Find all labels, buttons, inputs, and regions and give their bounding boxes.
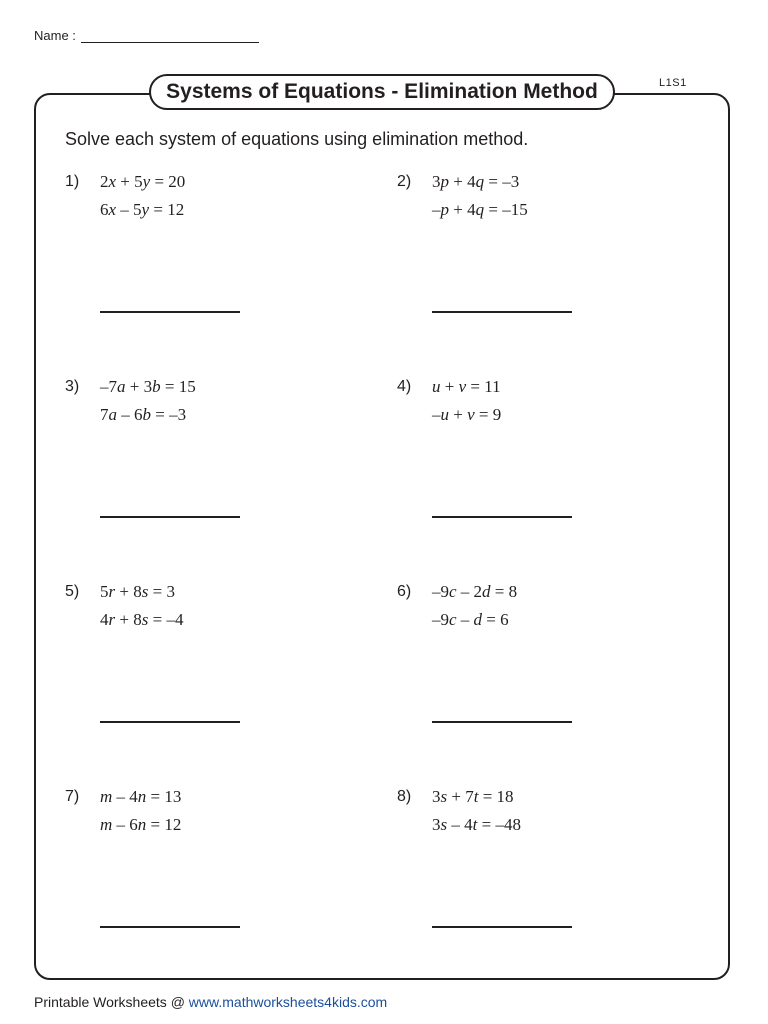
answer-line[interactable] <box>432 516 572 518</box>
name-field <box>34 26 259 43</box>
problem-1 <box>65 173 365 323</box>
equation-2: –p + 4q = –15 <box>432 200 528 219</box>
answer-line[interactable] <box>432 926 572 928</box>
problem-4 <box>397 378 697 528</box>
answer-line[interactable] <box>432 721 572 723</box>
answer-line[interactable] <box>100 311 240 313</box>
problem-number: 7) <box>65 788 80 805</box>
equation-2: –u + v = 9 <box>432 405 502 424</box>
footer-label: Printable Worksheets @ <box>34 994 189 1010</box>
equation-2: 3s – 4t = –48 <box>432 815 521 834</box>
equation-1: 5r + 8s = 3 <box>100 582 175 601</box>
problem-number: 3) <box>65 378 80 395</box>
problem-number: 6) <box>397 583 412 600</box>
equation-2: 7a – 6b = –3 <box>100 405 187 424</box>
answer-line[interactable] <box>100 721 240 723</box>
equation-2: –9c – d = 6 <box>432 610 509 629</box>
worksheet-title: Systems of Equations - Elimination Method <box>149 74 615 110</box>
footer-link[interactable]: www.mathworksheets4kids.com <box>188 994 388 1010</box>
equation-1: m – 4n = 13 <box>100 787 182 806</box>
equation-1: u + v = 11 <box>432 377 501 396</box>
equation-1: 3s + 7t = 18 <box>432 787 514 806</box>
problem-7 <box>65 788 365 938</box>
name-blank-line[interactable] <box>81 26 259 43</box>
equation-1: 2x + 5y = 20 <box>100 172 186 191</box>
problem-3 <box>65 378 365 528</box>
worksheet-code: L1S1 <box>659 77 687 89</box>
problem-number: 2) <box>397 173 412 190</box>
equation-1: –9c – 2d = 8 <box>432 582 518 601</box>
name-label: Name : <box>34 28 76 43</box>
problem-number: 5) <box>65 583 80 600</box>
problem-number: 8) <box>397 788 412 805</box>
equation-2: 6x – 5y = 12 <box>100 200 185 219</box>
equation-1: 3p + 4q = –3 <box>432 172 520 191</box>
problem-5 <box>65 583 365 733</box>
footer <box>34 994 387 1010</box>
equation-1: –7a + 3b = 15 <box>100 377 196 396</box>
equation-2: 4r + 8s = –4 <box>100 610 184 629</box>
problem-2 <box>397 173 697 323</box>
problem-6 <box>397 583 697 733</box>
problem-8 <box>397 788 697 938</box>
problem-number: 1) <box>65 173 80 190</box>
problem-number: 4) <box>397 378 412 395</box>
instructions: Solve each system of equations using elimination method. <box>65 129 529 149</box>
equation-2: m – 6n = 12 <box>100 815 182 834</box>
answer-line[interactable] <box>100 926 240 928</box>
answer-line[interactable] <box>100 516 240 518</box>
answer-line[interactable] <box>432 311 572 313</box>
